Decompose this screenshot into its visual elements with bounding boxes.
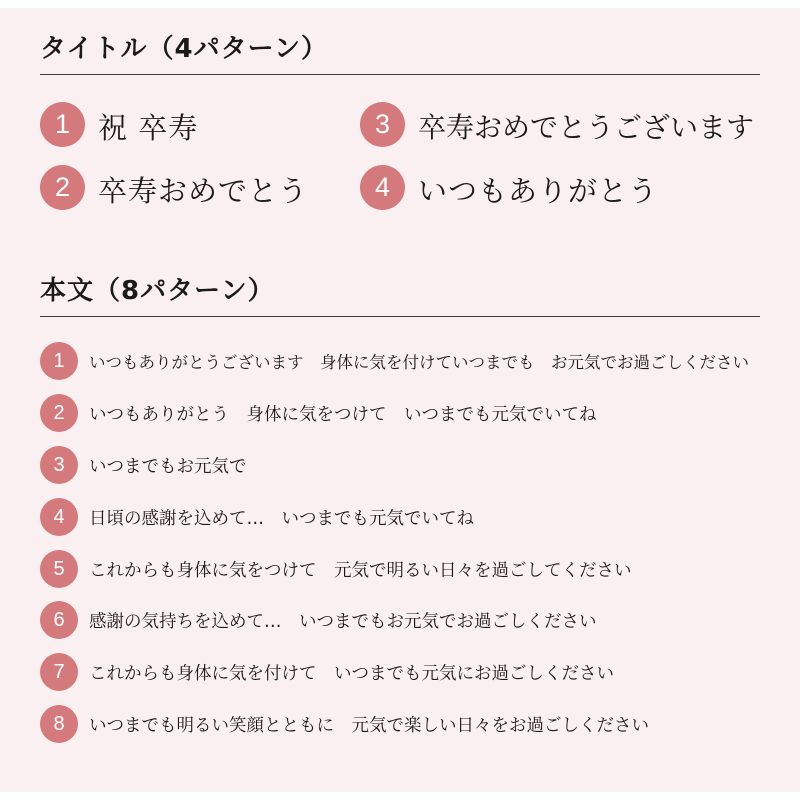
title-item-number-badge: 3 <box>360 102 405 147</box>
body-item-text: 感謝の気持ちを込めて… いつまでもお元気でお過ごしください <box>89 612 597 632</box>
title-item-number-badge: 1 <box>40 102 85 147</box>
body-section-heading: 本文（8パターン） <box>40 276 275 306</box>
body-item-text: いつもありがとうございます 身体に気を付けていつまでも お元気でお過ごしください <box>89 353 749 372</box>
title-item-text: いつもありがとう <box>418 174 659 208</box>
body-item-text: いつまでもお元気で <box>89 457 247 477</box>
body-item-text: いつまでも明るい笑顔とともに 元気で楽しい日々をお過ごしください <box>89 716 649 736</box>
body-item-number-badge: 8 <box>40 705 78 743</box>
body-item-number-badge: 7 <box>40 653 78 691</box>
body-item-number-badge: 6 <box>40 601 78 639</box>
body-item-text: これからも身体に気をつけて 元気で明るい日々を過ごしてください <box>89 561 632 581</box>
body-section-divider <box>40 316 760 317</box>
body-item-text: 日頃の感謝を込めて… いつまでも元気でいてね <box>89 509 474 529</box>
title-item-number-badge: 2 <box>40 165 85 210</box>
body-item-number-badge: 4 <box>40 498 78 536</box>
body-item-number-badge: 2 <box>40 394 78 432</box>
body-item-text: いつもありがとう 身体に気をつけて いつまでも元気でいてね <box>89 405 597 425</box>
title-item-text: 卒寿おめでとうございます <box>418 111 755 144</box>
body-item-number-badge: 3 <box>40 446 78 484</box>
title-item-text: 卒寿おめでとう <box>98 174 309 208</box>
title-item-text: 祝 卒寿 <box>98 111 199 145</box>
body-item-number-badge: 5 <box>40 550 78 588</box>
title-section-heading: タイトル（4パターン） <box>40 34 329 64</box>
body-item-number-badge: 1 <box>40 342 78 380</box>
title-item-number-badge: 4 <box>360 165 405 210</box>
title-section-divider <box>40 74 760 75</box>
body-item-text: これからも身体に気を付けて いつまでも元気にお過ごしください <box>89 664 614 684</box>
